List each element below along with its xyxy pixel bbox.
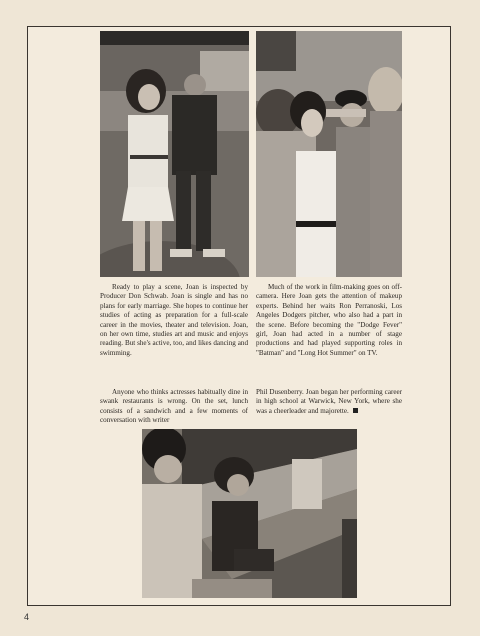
end-mark (353, 408, 358, 413)
caption-right-bottom: Phil Dusenberry. Joan began her performing career in high school at Warwick, New York, where she was a cheerleader and majorette. (256, 388, 402, 415)
caption-left-bottom: Anyone who thinks actresses habitually dine in swank restaurants is wrong. On the set, lunch consists of a sandwich and a few moments of conversation with writer (100, 388, 248, 425)
photo-joan-producer (100, 31, 249, 277)
caption-right-top: Much of the work in film-making goes on off-camera. Here Joan gets the attention of makeup experts. Behind her waits Ron Perranoski, Los Angeles Dodgers pitcher, who also had a part in the scene. Before becoming the "Dodge Fever" girl, Joan had acted in a number of stage productions and had played supporting roles in "Batman" and "Long Hot Summer" on TV. (256, 283, 402, 357)
photo-makeup (256, 31, 402, 277)
photo-lunch-stands (142, 429, 357, 598)
caption-left-top: Ready to play a scene, Joan is inspected by Producer Don Schwab. Joan is single and has no plans for early marriage. She hopes to continue her studies of acting as preparation for a full-scale career in the movies, theater and television. Joan, on her own time, studies art and music and enjoys reading. But she's active, too, and likes dancing and swimming. (100, 283, 248, 357)
page-number: 4 (24, 612, 30, 622)
